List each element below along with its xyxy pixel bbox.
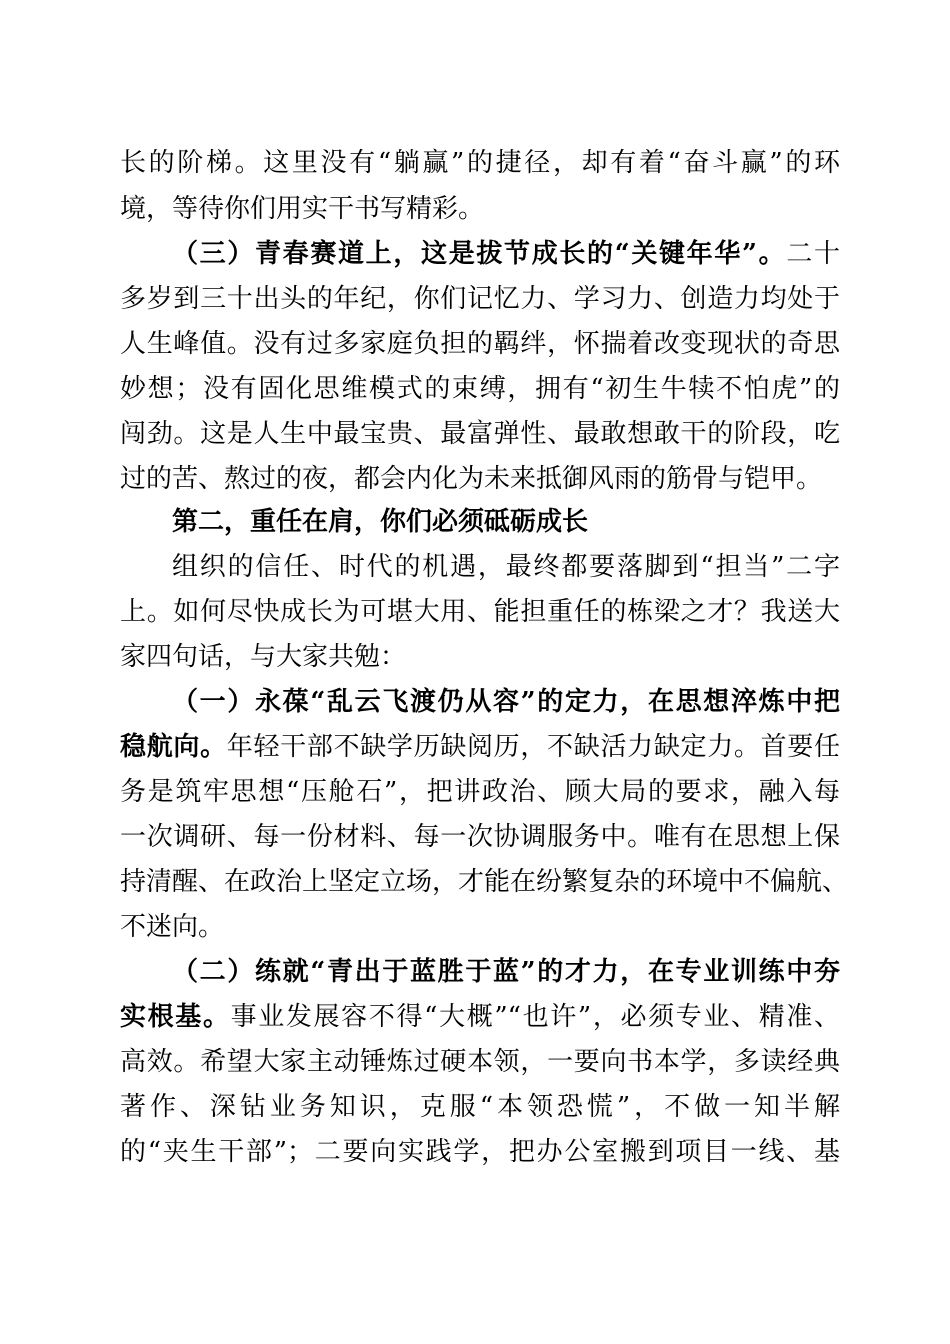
text-line: 的“夹生干部”；二要向实践学，把办公室搬到项目一线、基	[120, 1137, 840, 1167]
chapter-heading: 第二，重任在肩，你们必须砥砺成长	[172, 507, 589, 537]
text-line: 长的阶梯。这里没有“躺赢”的捷径，却有着“奋斗赢”的环	[120, 148, 840, 178]
text-line: 人生峰值。没有过多家庭负担的羁绊，怀揣着改变现状的奇思	[120, 329, 840, 359]
bold-heading: 稳航向。	[120, 732, 227, 762]
text-line: 高效。希望大家主动锤炼过硬本领，一要向书本学，多读经典	[120, 1047, 840, 1077]
text-line: 上。如何尽快成长为可堪大用、能担重任的栋梁之才？我送大	[120, 597, 840, 627]
section-heading-2: （二）练就“青出于蓝胜于蓝”的才力，在专业训练中夯	[172, 957, 840, 987]
text-line: 过的苦、熬过的夜，都会内化为未来抵御风雨的筋骨与铠甲。	[120, 464, 823, 494]
bold-heading: （三）青春赛道上，这是拔节成长的“关键年华”。	[172, 239, 787, 269]
section-heading-1: （一）永葆“乱云飞渡仍从容”的定力，在思想淬炼中把	[172, 687, 840, 717]
text-line: 妙想；没有固化思维模式的束缚，拥有“初生牛犊不怕虎”的	[120, 374, 840, 404]
text-line: 不迷向。	[120, 912, 225, 942]
text-line: 闯劲。这是人生中最宝贵、最富弹性、最敢想敢干的阶段，吃	[120, 419, 840, 449]
heading-continuation: 年轻干部不缺学历缺阅历，不缺活力缺定力。首要任	[226, 732, 840, 762]
text-line: 组织的信任、时代的机遇，最终都要落脚到“担当”二字	[172, 552, 840, 582]
text-line: 境，等待你们用实干书写精彩。	[120, 194, 485, 224]
section-heading-1-cont	[120, 725, 840, 769]
bold-heading: 实根基。	[120, 1002, 231, 1032]
text-line: 多岁到三十出头的年纪，你们记忆力、学习力、创造力均处于	[120, 284, 840, 314]
heading-continuation: 二十	[786, 239, 840, 269]
section-heading-2-cont	[120, 995, 840, 1039]
heading-continuation: 事业发展容不得“大概”“也许”，必须专业、精准、	[230, 1002, 840, 1032]
text-line: 务是筑牢思想“压舱石”，把讲政治、顾大局的要求，融入每	[120, 777, 840, 807]
section-heading-3	[172, 232, 840, 276]
text-line: 一次调研、每一份材料、每一次协调服务中。唯有在思想上保	[120, 822, 840, 852]
text-line: 持清醒、在政治上坚定立场，才能在纷繁复杂的环境中不偏航、	[120, 867, 849, 897]
text-line: 著作、深钻业务知识，克服“本领恐慌”，不做一知半解	[120, 1092, 840, 1122]
text-line: 家四句话，与大家共勉：	[120, 642, 407, 672]
